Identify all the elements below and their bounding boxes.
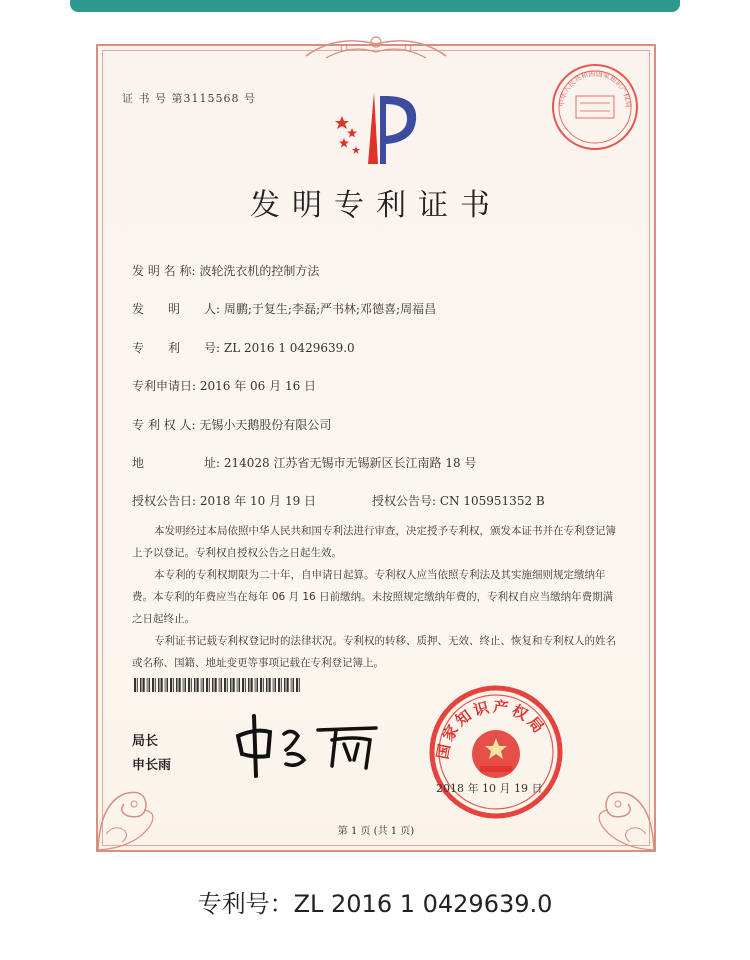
small-seal-text: 中华人民共和国国家知识产权局	[557, 69, 633, 108]
paragraph: 本发明经过本局依照中华人民共和国专利法进行审查，决定授予专利权，颁发本证书并在专利登记簿上予以登记。专利权自授权公告之日起生效。	[132, 525, 616, 559]
seal-date: 2018 年 10 月 19 日	[436, 782, 543, 795]
paragraph: 本专利的专利权期限为二十年，自申请日起算。专利权人应当依照专利法及其实施细则规定缴纳年费。本专利的年费应当在每年 06 月 16 日前缴纳。未按照规定缴纳年费的，专利权自应当缴纳年费期满之日起终止。	[132, 569, 614, 625]
field-inventors: 发 明 人: 周鹏;于复生;李磊;严书林;邓德喜;周福昌	[132, 302, 437, 316]
director-name: 申长雨	[132, 758, 172, 773]
field-invention-name: 发 明 名 称: 波轮洗衣机的控制方法	[132, 264, 320, 278]
field-patentee: 专 利 权 人: 无锡小天鹅股份有限公司	[132, 418, 332, 432]
top-accent-bar	[70, 0, 680, 12]
barcode-icon	[134, 678, 304, 692]
field-filing-date: 专利申请日: 2016 年 06 月 16 日	[132, 379, 317, 393]
field-address: 地 址: 214028 江苏省无锡市无锡新区长江南路 18 号	[132, 456, 477, 470]
patent-office-logo-icon	[334, 86, 424, 166]
signature-icon	[226, 706, 396, 786]
director-title: 局长	[132, 734, 159, 749]
corner-ornament-icon	[94, 764, 184, 854]
paragraph: 专利证书记载专利权登记时的法律状况。专利权的转移、质押、无效、终止、恢复和专利权人的姓名或名称、国籍、地址变更等事项记载在专利登记簿上。	[132, 635, 616, 669]
certificate-number: 证 书 号 第3115568 号	[122, 92, 256, 105]
patent-certificate	[96, 44, 656, 852]
corner-ornament-icon	[568, 764, 658, 854]
office-seal-icon	[550, 62, 640, 152]
field-grant-number: 授权公告号: CN 105951352 B	[372, 494, 545, 508]
seal-text: 国家知识产权局	[433, 697, 550, 761]
page-number: 第 1 页 (共 1 页)	[337, 826, 415, 837]
field-grant-date: 授权公告日: 2018 年 10 月 19 日	[132, 494, 317, 508]
official-seal-icon	[426, 682, 566, 822]
certificate-body-text	[132, 520, 616, 674]
field-patent-number: 专 利 号: ZL 2016 1 0429639.0	[132, 341, 355, 355]
certificate-title: 发明专利证书	[250, 188, 502, 223]
top-ornament-icon	[296, 30, 456, 64]
patent-number-caption: 专利号：ZL 2016 1 0429639.0	[197, 890, 553, 918]
